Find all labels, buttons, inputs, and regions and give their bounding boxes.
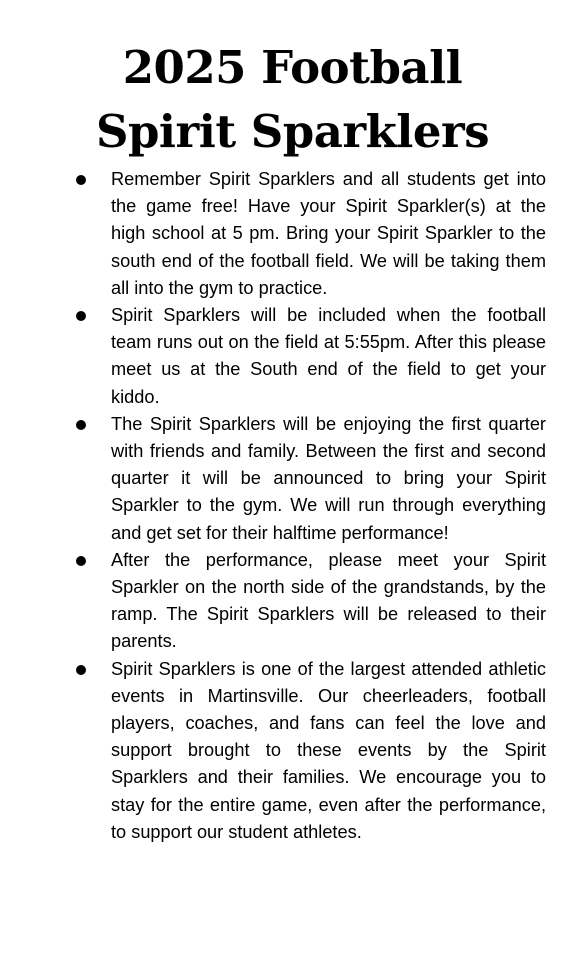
bullet-dot-icon xyxy=(76,556,86,566)
bullet-dot-icon xyxy=(76,665,86,675)
bullet-dot-icon xyxy=(76,420,86,430)
list-item xyxy=(72,411,546,547)
list-item xyxy=(72,547,546,656)
list-item xyxy=(72,302,546,411)
list-item-text: Spirit Sparklers will be included when the football team runs out on the field at 5:55pm. After this please meet us at the South end of the field to get your kiddo. xyxy=(111,305,546,407)
list-item xyxy=(72,656,546,846)
info-bullet-list xyxy=(72,166,546,846)
list-item-text: The Spirit Sparklers will be enjoying the first quarter with friends and family. Between the first and second quarter it will be announced to bring your Spirit Sparkler to the gym. We will run through everything and get set for their halftime performance! xyxy=(111,413,546,543)
page-title xyxy=(0,36,585,164)
title-line-2: Spirit Sparklers xyxy=(95,105,490,158)
list-item-text: Spirit Sparklers is one of the largest attended athletic events in Martinsville. Our cheerleaders, football players, coaches, and fans can feel the love and support brought to these events by the Spirit Sparklers and their families. We encourage you to stay for the entire game, even after the performance, to support our student athletes. xyxy=(111,658,546,842)
list-item xyxy=(72,166,546,302)
title-line-1: 2025 Football xyxy=(122,41,463,94)
list-item-text: Remember Spirit Sparklers and all students get into the game free! Have your Spirit Sparkler(s) at the high school at 5 pm. Bring your Spirit Sparkler to the south end of the football field. We will be taking them all into the gym to practice. xyxy=(111,169,546,298)
bullet-dot-icon xyxy=(76,311,86,321)
bullet-dot-icon xyxy=(76,175,86,185)
list-item-text: After the performance, please meet your Spirit Sparkler on the north side of the grandstands, by the ramp. The Spirit Sparklers will be released to their parents. xyxy=(111,549,546,652)
